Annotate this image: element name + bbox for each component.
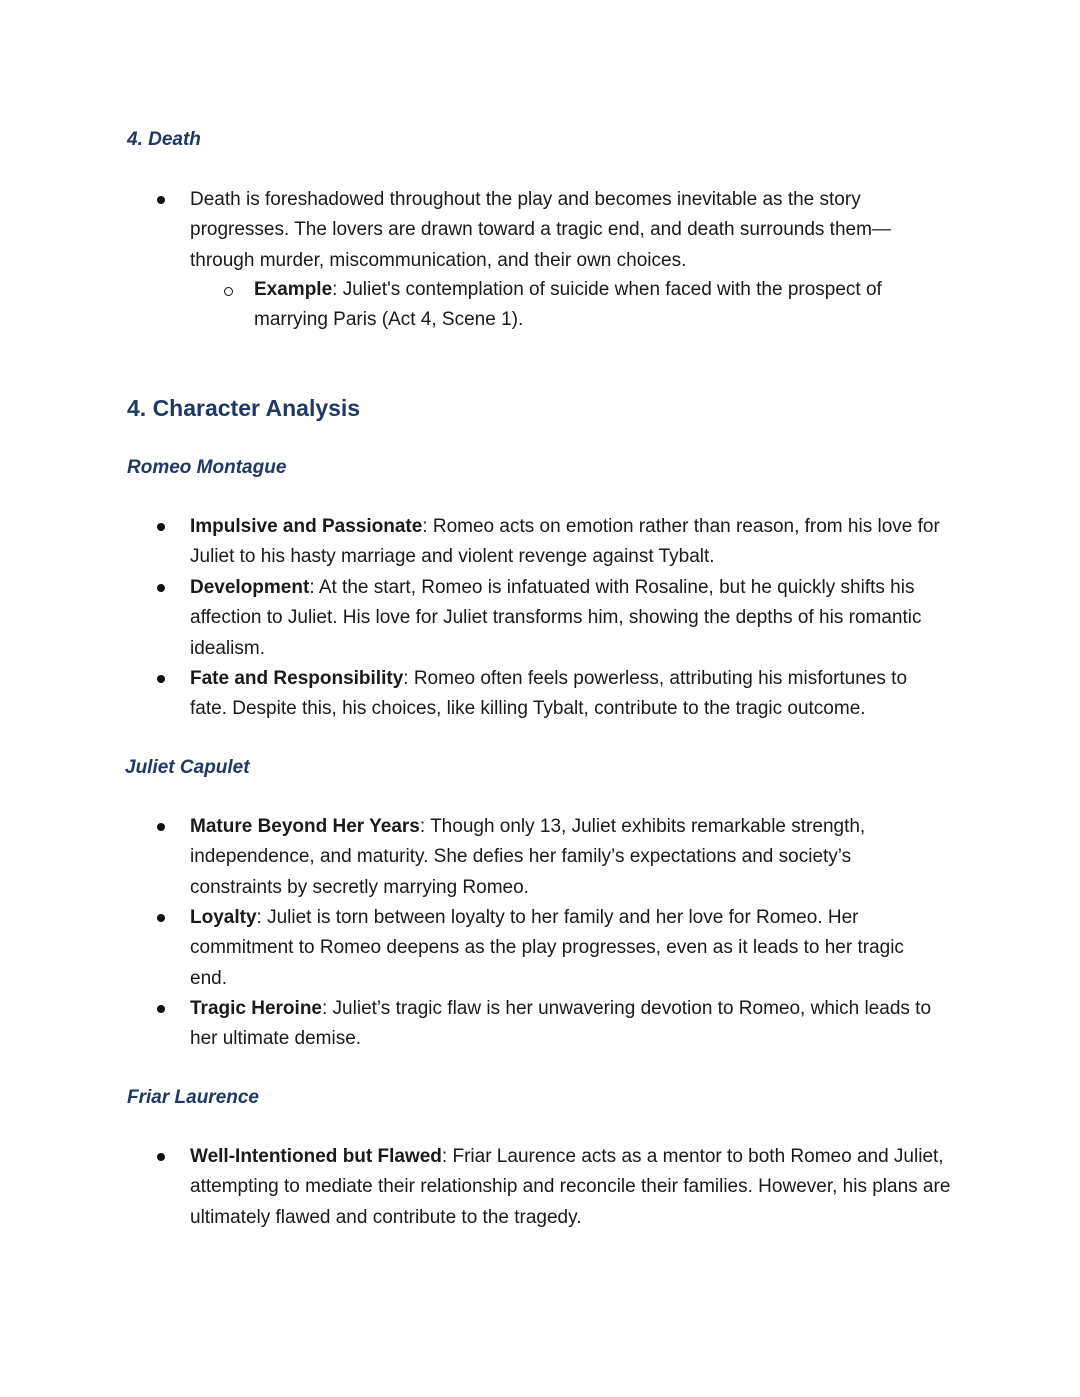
trait-label: Well-Intentioned but Flawed — [190, 1146, 442, 1167]
bullet-icon — [157, 1153, 165, 1161]
romeo-trait-impulsive — [190, 512, 960, 573]
death-heading: 4. Death — [127, 129, 201, 150]
juliet-trait-mature — [190, 812, 890, 903]
bullet-icon — [157, 196, 165, 204]
death-example — [254, 275, 914, 336]
romeo-heading: Romeo Montague — [127, 457, 287, 478]
friar-heading: Friar Laurence — [127, 1087, 259, 1108]
trait-text: : Juliet is torn between loyalty to her family and her love for Romeo. Her commitment to Romeo deepens as the play progresses, even as it leads to her tragic end. — [190, 907, 904, 989]
trait-text: : Juliet’s tragic flaw is her unwavering devotion to Romeo, which leads to her ultimate demise. — [190, 998, 932, 1050]
juliet-trait-loyalty — [190, 903, 930, 994]
juliet-heading: Juliet Capulet — [125, 757, 250, 778]
bullet-icon — [157, 675, 165, 683]
bullet-icon — [157, 1005, 165, 1013]
friar-trait-flawed — [190, 1142, 960, 1233]
bullet-icon — [157, 584, 165, 592]
bullet-icon — [157, 914, 165, 922]
trait-text: : Romeo often feels powerless, attributing his misfortunes to fate. Despite this, his choices, like killing Tybalt, contribute to the tragic outcome. — [190, 668, 908, 720]
sub-bullet-icon — [224, 287, 233, 296]
trait-label: Impulsive and Passionate — [190, 516, 423, 537]
trait-text: : Though only 13, Juliet exhibits remarkable strength, independence, and maturity. She defies her family’s expectations and society’s constraints by secretly marrying Romeo. — [190, 816, 866, 898]
example-text: : Juliet's contemplation of suicide when faced with the prospect of marrying Paris (Act 4, Scene 1). — [254, 279, 882, 331]
trait-label: Mature Beyond Her Years — [190, 816, 420, 837]
bullet-icon — [157, 823, 165, 831]
bullet-icon — [157, 523, 165, 531]
character-analysis-heading: 4. Character Analysis — [127, 395, 361, 421]
example-label: Example — [254, 279, 333, 300]
romeo-trait-fate — [190, 664, 930, 725]
trait-text: : Friar Laurence acts as a mentor to both Romeo and Juliet, attempting to mediate their relationship and reconcile their families. However, his plans are ultimately flawed and contribute to the tragedy. — [190, 1146, 951, 1228]
trait-text: : At the start, Romeo is infatuated with Rosaline, but he quickly shifts his affection to Juliet. His love for Juliet transforms him, showing the depths of his romantic idealism. — [190, 577, 922, 659]
trait-label: Development — [190, 577, 310, 598]
trait-label: Fate and Responsibility — [190, 668, 404, 689]
romeo-trait-development — [190, 573, 960, 664]
trait-label: Loyalty — [190, 907, 257, 928]
trait-text: : Romeo acts on emotion rather than reason, from his love for Juliet to his hasty marriage and violent revenge against Tybalt. — [190, 516, 940, 568]
trait-label: Tragic Heroine — [190, 998, 322, 1019]
death-bullet-text: Death is foreshadowed throughout the play and becomes inevitable as the story progresses. The lovers are drawn toward a tragic end, and death surrounds them—through murder, miscommunication, and their own choices. — [190, 189, 891, 271]
juliet-trait-heroine — [190, 994, 960, 1055]
